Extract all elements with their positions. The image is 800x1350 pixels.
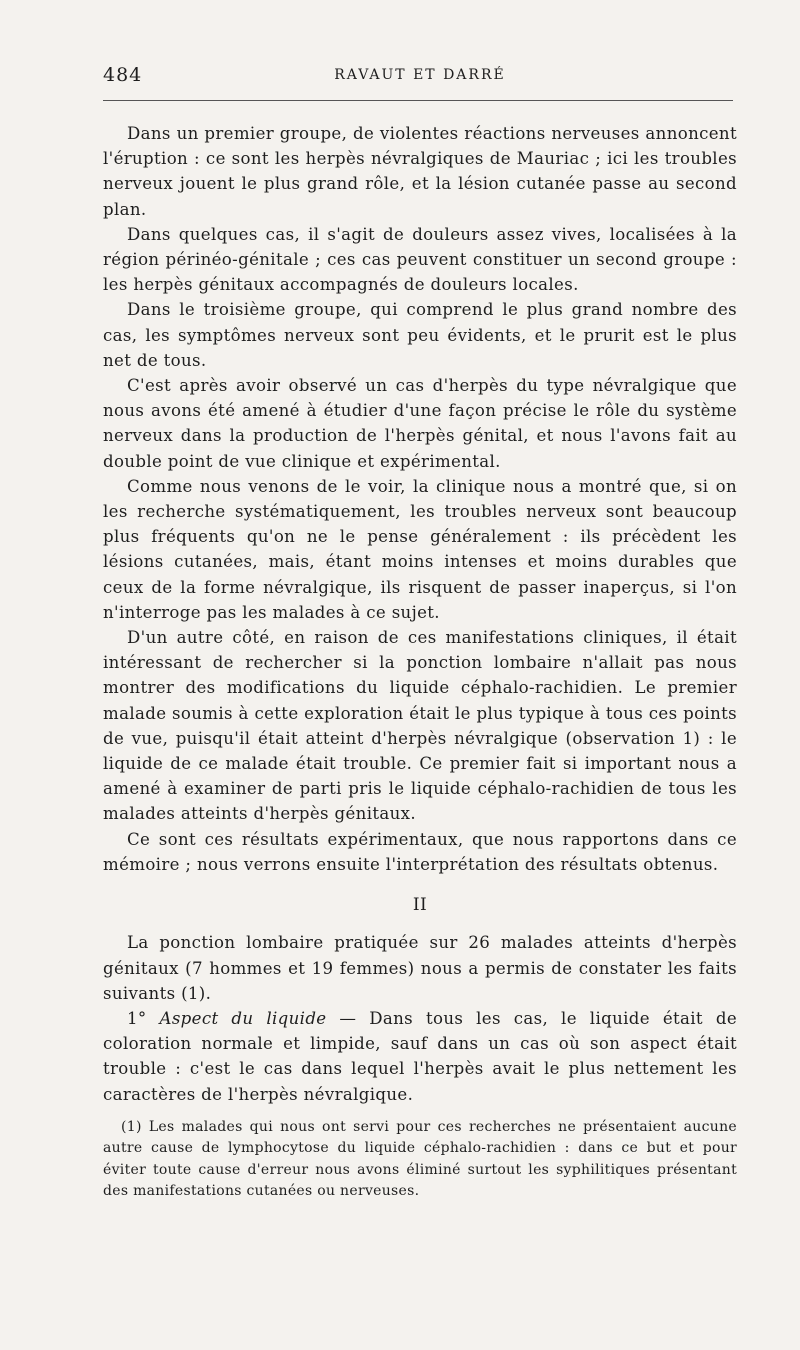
header-rule <box>103 100 733 101</box>
paragraph: Dans un premier groupe, de violentes réactions nerveuses annoncent l'éruption : ce sont les herpès névralgiques de Mauriac ; ici les troubles nerveux jouent le plus grand rôle, et la lésion cutanée passe au second plan. <box>103 124 737 219</box>
paragraph: C'est après avoir observé un cas d'herpès du type névralgique que nous avons été amené à étudier d'une façon précise le rôle du système nerveux dans la production de l'herpès génital, et nous l'avons fait au double point de vue clinique et expérimental. <box>103 376 737 471</box>
aspect-paragraph <box>103 1006 737 1107</box>
page-number: 484 <box>103 64 143 86</box>
paragraph: Ce sont ces résultats expérimentaux, que nous rapportons dans ce mémoire ; nous verrons ensuite l'interprétation des résultats obtenus. <box>103 829 737 874</box>
aspect-number: 1° <box>127 1008 147 1028</box>
paragraph: Dans le troisième groupe, qui comprend le plus grand nombre des cas, les symptômes nerveux sont peu évidents, et le prurit est le plus net de tous. <box>103 300 737 370</box>
book-page <box>103 58 737 1203</box>
running-head: RAVAUT ET DARRÉ <box>334 67 506 83</box>
aspect-text: — Dans tous les cas, le liquide était de coloration normale et limpide, sauf dans un cas où son aspect était trouble : c'est le cas dans lequel l'herpès avait le plus nettement les caractères de l'herpès névralgique. <box>103 1008 738 1104</box>
page-header <box>103 58 737 90</box>
footnote-text: (1) Les malades qui nous ont servi pour ces recherches ne présentaient aucune autre cause de lymphocytose du liquide céphalo-rachidien : dans ce but et pour éviter toute cause d'erreur nous avons éliminé surtout les syphilitiques présentant des manifestations cutanées ou nerveuses. <box>103 1118 737 1200</box>
paragraph: Comme nous venons de le voir, la clinique nous a montré que, si on les recherche systématiquement, les troubles nerveux sont beaucoup plus fréquents qu'on ne le pense généralement : ils précèdent les lésions cutanées, mais, étant moins intenses et moins durables que ceux de la forme névralgique, ils risquent de passer inaperçus, si l'on n'interroge pas les malades à ce sujet. <box>103 476 737 622</box>
paragraph: La ponction lombaire pratiquée sur 26 malades atteints d'herpès génitaux (7 hommes et 19 femmes) nous a permis de constater les faits suivants (1). <box>103 933 737 1003</box>
paragraph: Dans quelques cas, il s'agit de douleurs assez vives, localisées à la région périnéo-génitale ; ces cas peuvent constituer un second groupe : les herpès génitaux accompagnés de douleurs locales. <box>103 224 737 295</box>
body-text <box>103 121 737 1107</box>
section-number: II <box>412 895 428 916</box>
paragraph: D'un autre côté, en raison de ces manifestations cliniques, il était intéressant de rechercher si la ponction lombaire n'allait pas nous montrer des modifications du liquide céphalo-rachidien. Le premier malade soumis à cette exploration était le plus typique à tous ces points de vue, puisqu'il était atteint d'herpès névralgique (observation 1) : le liquide de ce malade était trouble. Ce premier fait si important nous a amené à examiner de parti pris le liquide céphalo-rachidien de tous les malades atteints d'herpès génitaux. <box>103 628 737 824</box>
aspect-heading: Aspect du liquide <box>159 1008 327 1028</box>
footnote <box>103 1117 737 1203</box>
